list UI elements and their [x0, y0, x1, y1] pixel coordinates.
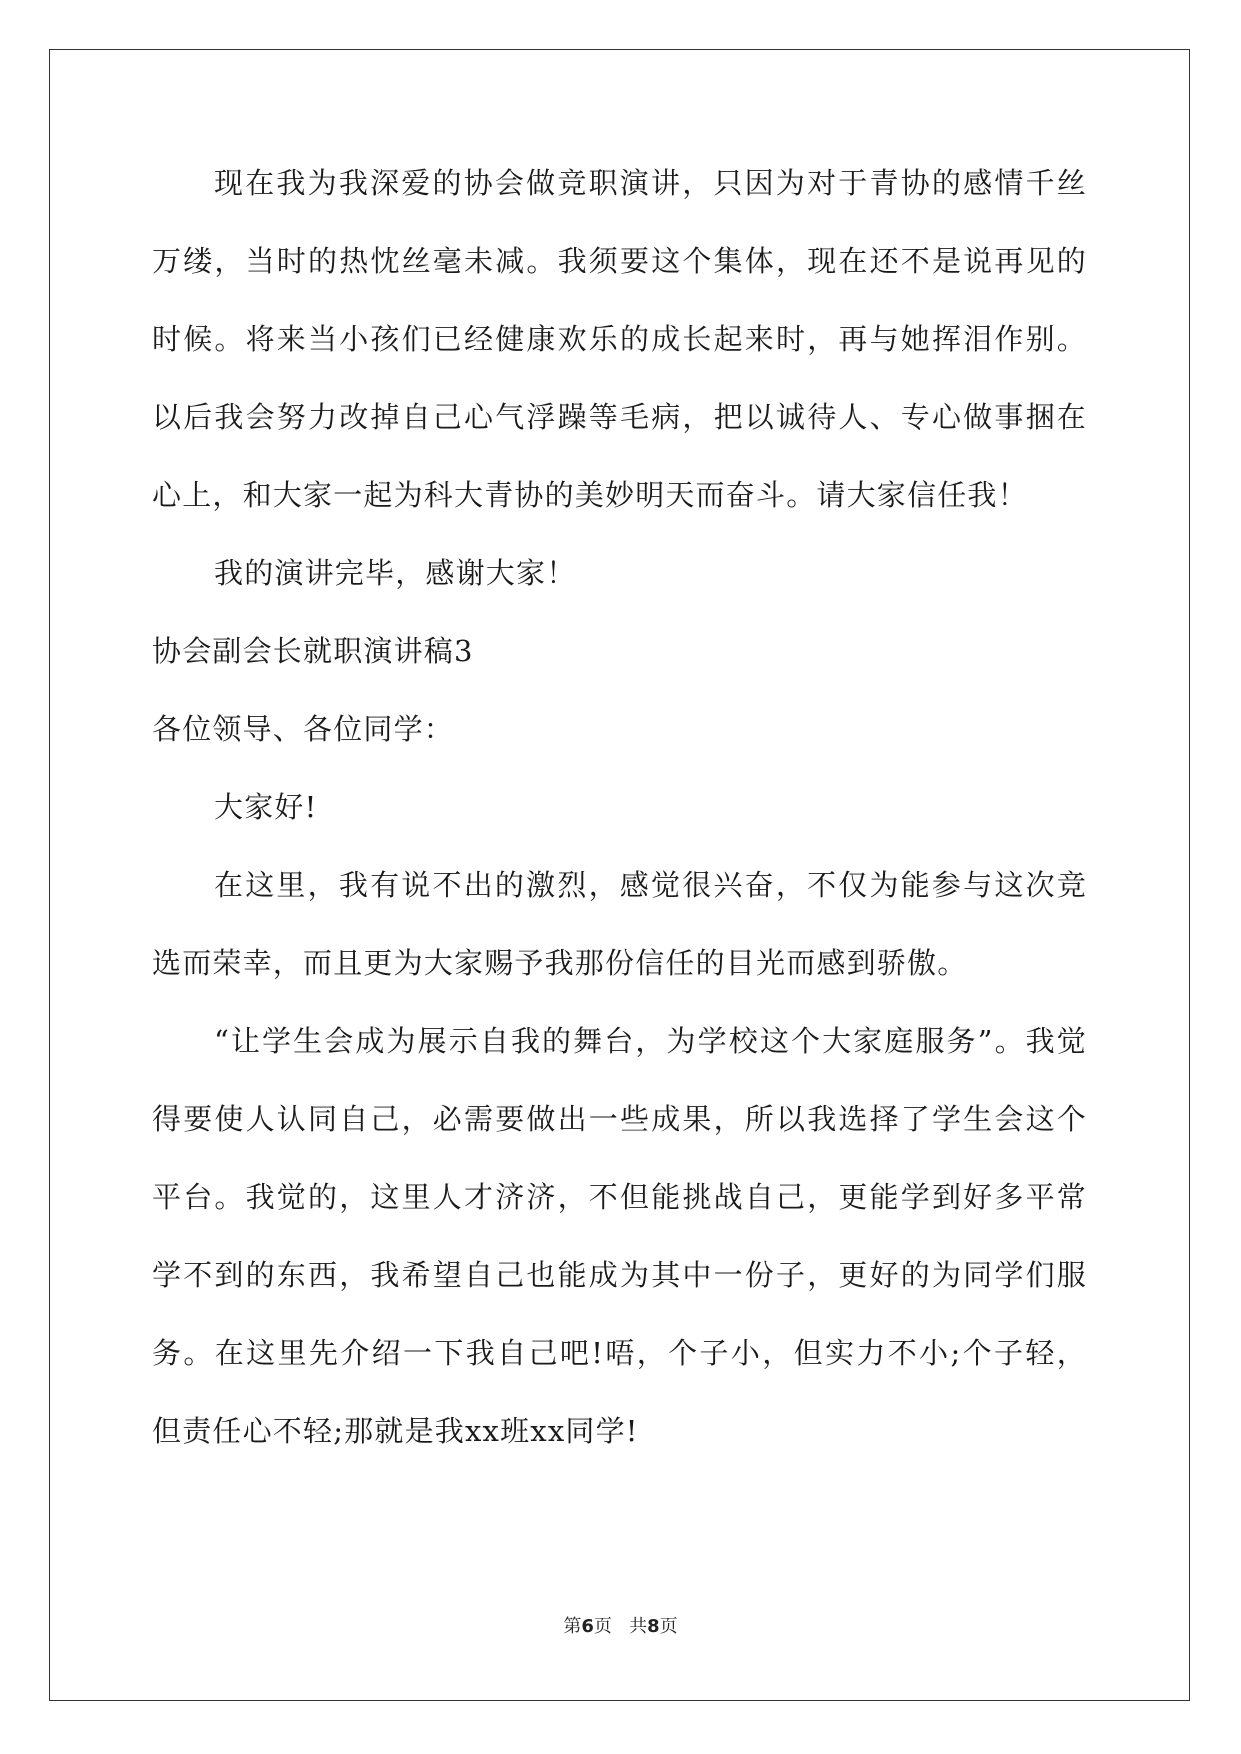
current-page-number: 6: [581, 1616, 594, 1637]
paragraph-line: 但责任心不轻;那就是我xx班xx同学!: [152, 1414, 639, 1448]
paragraph-line: 务。在这里先介绍一下我自己吧!唔，个子小，但实力不小;个子轻，: [152, 1336, 1087, 1370]
paragraph-line: 学不到的东西，我希望自己也能成为其中一份子，更好的为同学们服: [152, 1258, 1087, 1292]
paragraph-line: 得要使人认同自己，必需要做出一些成果，所以我选择了学生会这个: [152, 1102, 1087, 1136]
paragraph-line: 平台。我觉的，这里人才济济，不但能挑战自己，更能学到好多平常: [152, 1180, 1087, 1214]
paragraph-line: 时候。将来当小孩们已经健康欢乐的成长起来时，再与她挥泪作别。: [152, 322, 1087, 356]
paragraph-line: 选而荣幸，而且更为大家赐予我那份信任的目光而感到骄傲。: [152, 946, 968, 980]
paragraph-line: 心上，和大家一起为科大青协的美妙明天而奋斗。请大家信任我！: [152, 478, 1028, 512]
paragraph-line: 我的演讲完毕，感谢大家！: [214, 556, 577, 590]
greeting: 大家好!: [214, 790, 318, 824]
total-prefix: 共: [629, 1616, 648, 1637]
salutation: 各位领导、各位同学：: [152, 712, 455, 746]
paragraph-line: 以后我会努力改掉自己心气浮躁等毛病，把以诚待人、专心做事捆在: [152, 400, 1087, 434]
paragraph-line: 现在我为我深爱的协会做竞职演讲，只因为对于青协的感情千丝: [214, 166, 1087, 200]
section-heading: 协会副会长就职演讲稿3: [152, 634, 474, 668]
total-suffix: 页: [659, 1616, 678, 1637]
paragraph-line: “让学生会成为展示自我的舞台，为学校这个大家庭服务”。我觉: [214, 1024, 1087, 1058]
page-suffix: 页: [593, 1616, 612, 1637]
page-number-footer: [0, 1615, 1241, 1639]
page-prefix: 第: [563, 1616, 582, 1637]
total-pages-number: 8: [647, 1616, 660, 1637]
paragraph-line: 在这里，我有说不出的激烈，感觉很兴奋，不仅为能参与这次竞: [214, 868, 1087, 902]
paragraph-line: 万缕，当时的热忱丝毫未减。我须要这个集体，现在还不是说再见的: [152, 244, 1087, 278]
